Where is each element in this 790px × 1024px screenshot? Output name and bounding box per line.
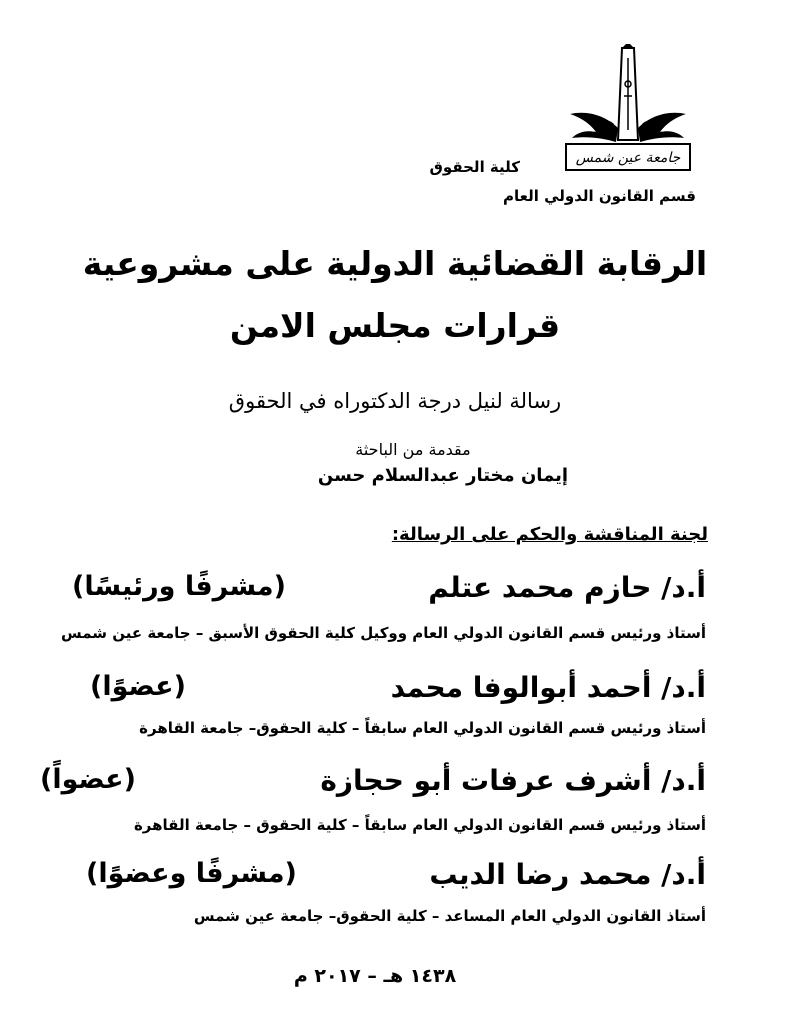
thesis-date: ١٤٣٨ هـ – ٢٠١٧ م bbox=[293, 965, 457, 987]
degree-statement: رسالة لنيل درجة الدكتوراه في الحقوق bbox=[228, 389, 562, 413]
member-description: أستاذ ورئيس قسم القانون الدولي العام سابقاً – كلية الحقوق – جامعة القاهرة bbox=[133, 816, 706, 834]
thesis-title-line-1: الرقابة القضائية الدولية على مشروعية bbox=[82, 244, 708, 283]
member-description: أستاذ ورئيس قسم القانون الدولي العام ووكيل كلية الحقوق الأسبق – جامعة عين شمس bbox=[61, 624, 706, 642]
member-description: أستاذ القانون الدولي العام المساعد – كلية الحقوق– جامعة عين شمس bbox=[193, 907, 706, 925]
presented-by-label: مقدمة من الباحثة bbox=[355, 440, 471, 459]
member-role: (عضوًا) bbox=[90, 671, 186, 702]
member-role: (مشرفًا ورئيسًا) bbox=[72, 571, 286, 602]
university-logo-icon bbox=[558, 44, 698, 174]
department-name: قسم القانون الدولي العام bbox=[503, 187, 696, 205]
member-name: أ.د/ أحمد أبوالوفا محمد bbox=[390, 671, 706, 704]
committee-heading: لجنة المناقشة والحكم على الرسالة: bbox=[391, 524, 708, 545]
faculty-name: كلية الحقوق bbox=[429, 158, 520, 176]
logo-text: جامعة عين شمس bbox=[575, 150, 681, 166]
member-name: أ.د/ حازم محمد عتلم bbox=[428, 571, 706, 604]
member-description: أستاذ ورئيس قسم القانون الدولي العام سابقاً – كلية الحقوق– جامعة القاهرة bbox=[139, 719, 706, 737]
member-name: أ.د/ محمد رضا الديب bbox=[429, 858, 706, 891]
author-name: إيمان مختار عبدالسلام حسن bbox=[317, 465, 569, 486]
member-name: أ.د/ أشرف عرفات أبو حجازة bbox=[320, 764, 706, 797]
member-role: (عضواً) bbox=[40, 764, 136, 795]
thesis-title-line-2: قرارات مجلس الامن bbox=[229, 306, 561, 345]
member-role: (مشرفًا وعضوًا) bbox=[86, 858, 297, 889]
